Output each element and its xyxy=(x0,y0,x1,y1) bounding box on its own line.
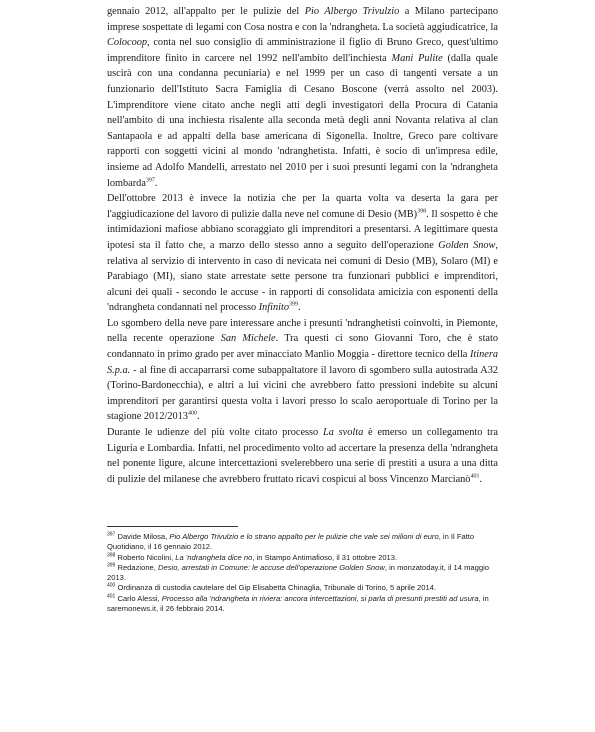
text-run: Carlo Alessi, xyxy=(117,593,162,603)
italic-text: Golden Snow xyxy=(438,239,496,251)
text-run: , in saremonews.it, il 26 febbraio 2014. xyxy=(107,593,489,614)
italic-text: Desio, arrestati in Comune: le accuse dell'operazione Golden Snow xyxy=(158,562,385,572)
text-run: Redazione, xyxy=(117,562,158,572)
text-run: . Il sospetto è che intimidazioni mafiose abbiano scoraggiato gli imprenditori a presentarsi. A legittimare questa ipotesi sta il fatto che, a marzo dello stesso anno a seguito dell'operazione xyxy=(107,208,498,251)
footnote-number: 399 xyxy=(107,562,116,569)
text-run: , relativa al servizio di intervento in caso di nevicata nei comuni di Desio (MB), Solaro (MI) e Parabiago (MI), siano state arrestate sette persone tra funzionari pubblici e imprenditori, alcuni dei quali - secondo le accuse - in rapporti di consolidata amicizia con esponenti della 'ndrangheta condannati nel processo xyxy=(107,239,498,314)
italic-text: Mani Pulite xyxy=(391,52,443,64)
text-run: , in monzatoday.it, il 14 maggio 2013. xyxy=(107,562,489,583)
text-run: Davide Milosa, xyxy=(117,532,170,541)
footnote-reference: 401 xyxy=(470,473,480,480)
text-run: . xyxy=(298,302,301,314)
footnote xyxy=(107,553,498,563)
text-run: gennaio 2012, all'appalto per le pulizie del xyxy=(107,6,305,17)
italic-text: Pio Albergo Trivulzio e lo strano appalto per le pulizie che vale sei milioni di euro xyxy=(169,532,439,541)
footnote-number: 398 xyxy=(107,552,116,559)
italic-text: Colocoop xyxy=(107,37,148,49)
paragraph xyxy=(107,316,498,425)
text-run: . Tra questi ci sono Giovanni Toro, che è stato condannato in primo grado per aver minacciato Manlio Moggia - direttore tecnico della xyxy=(107,333,499,361)
footnotes xyxy=(107,532,498,614)
text-run: . xyxy=(196,411,200,423)
text-run: . xyxy=(479,473,483,485)
text-run: , conta nel suo consiglio di amministrazione il figlio di Bruno Greco, quest'ultimo imprenditore finito in carcere nel 1992 nell'ambito dell'inchiesta xyxy=(107,37,498,64)
footnote xyxy=(107,583,498,593)
text-run: Ordinanza di custodia cautelare del Gip Elisabetta Chinaglia, Tribunale di Torino, 5 aprile 2014. xyxy=(117,583,437,593)
text-run: Dell'ottobre 2013 è invece la notizia che per la quarta volta va deserta la gara per l'aggiudicazione del lavoro di pulizie dalla neve nel comune di Desio (MB) xyxy=(107,193,498,220)
text-run: Roberto Nicolini, xyxy=(117,552,176,562)
italic-text: Pio Albergo Trivulzio xyxy=(304,6,400,17)
paragraph xyxy=(107,425,498,487)
text-run: , in Il Fatto Quotidiano, il 16 gennaio 2012. xyxy=(107,532,475,552)
footnote xyxy=(107,532,498,553)
footnote-number: 397 xyxy=(107,531,116,538)
text-run: è emerso un collegamento tra Liguria e Lombardia. Infatti, nel procedimento volto ad accertare la presenza della 'ndrangheta nel ponente ligure, alcune intercettazioni svelerebbero una serie di prestiti a usura a una ditta di pulizie del milanese che avrebbero fruttato ricavi cospicui al boss Vincenzo Marcianò xyxy=(107,427,498,485)
italic-text: Itinera S.p.a. xyxy=(107,349,498,376)
italic-text: La svolta xyxy=(322,427,364,439)
body-text xyxy=(107,4,498,487)
footnote-reference: 397 xyxy=(145,177,155,184)
footnote-reference: 398 xyxy=(417,208,427,215)
footnote-reference: 399 xyxy=(289,301,299,308)
footnote-number: 400 xyxy=(107,582,116,589)
text-run: (dalla quale uscirà con una condanna pecuniaria) e nel 1999 per un caso di tangenti versate a un funzionario dell'Istituto Sacra Famiglia di Cesano Boscone (verrà assolto nel 2003). L'imprenditore viene citato anche negli atti degli investigatori della Procura di Catania nell'ambito di una inchiesta risalente alla seconda metà degli anni Novanta relativa al clan Santapaola e ad appalti della base americana di Sigonella. Inoltre, Greco pare coltivare rapporti con soggetti vicini al mondo 'ndranghetista. Infatti, è socio di un'impresa edile, insieme ad Adolfo Mandelli, arrestato nel 2010 per i suoi presunti legami con la 'ndrangheta lombarda xyxy=(107,52,499,189)
document-page xyxy=(107,4,498,487)
italic-text: La 'ndrangheta dice no xyxy=(175,552,253,562)
text-run: Durante le udienze del più volte citato processo xyxy=(107,427,323,439)
text-run: Lo sgombero della neve pare interessare anche i presunti 'ndranghetisti coinvolti, in Piemonte, nella recente operazione xyxy=(107,317,498,345)
footnote xyxy=(107,594,498,615)
footnote xyxy=(107,563,498,584)
footnote-number: 401 xyxy=(107,593,116,600)
footnote-separator xyxy=(107,526,238,527)
text-run: a Milano partecipano imprese sospettate di legami con Cosa nostra e con la 'ndrangheta. La società aggiudicatrice, la xyxy=(107,6,498,33)
italic-text: Processo alla 'ndrangheta in riviera: ancora intercettazioni, si parla di presunti prestiti ad usura xyxy=(161,593,479,603)
text-run: . xyxy=(154,177,158,189)
italic-text: San Michele xyxy=(220,333,276,345)
paragraph xyxy=(107,191,498,316)
text-run: - al fine di accaparrarsi come subappaltatore il lavoro di sgombero sulla autostrada A32 (Torino-Bardonecchia), e altri a lui vicini che avrebbero fatto pressioni indebite su alcuni imprenditori per garantirsi questa volta i lavori presso lo scalo aeroportuale di Torino per la stagione 2012/2013 xyxy=(107,364,498,423)
paragraph xyxy=(107,4,498,191)
footnote-reference: 400 xyxy=(187,411,197,418)
italic-text: Infinito xyxy=(258,302,290,314)
text-run: , in Stampo Antimafioso, il 31 ottobre 2013. xyxy=(252,552,398,562)
